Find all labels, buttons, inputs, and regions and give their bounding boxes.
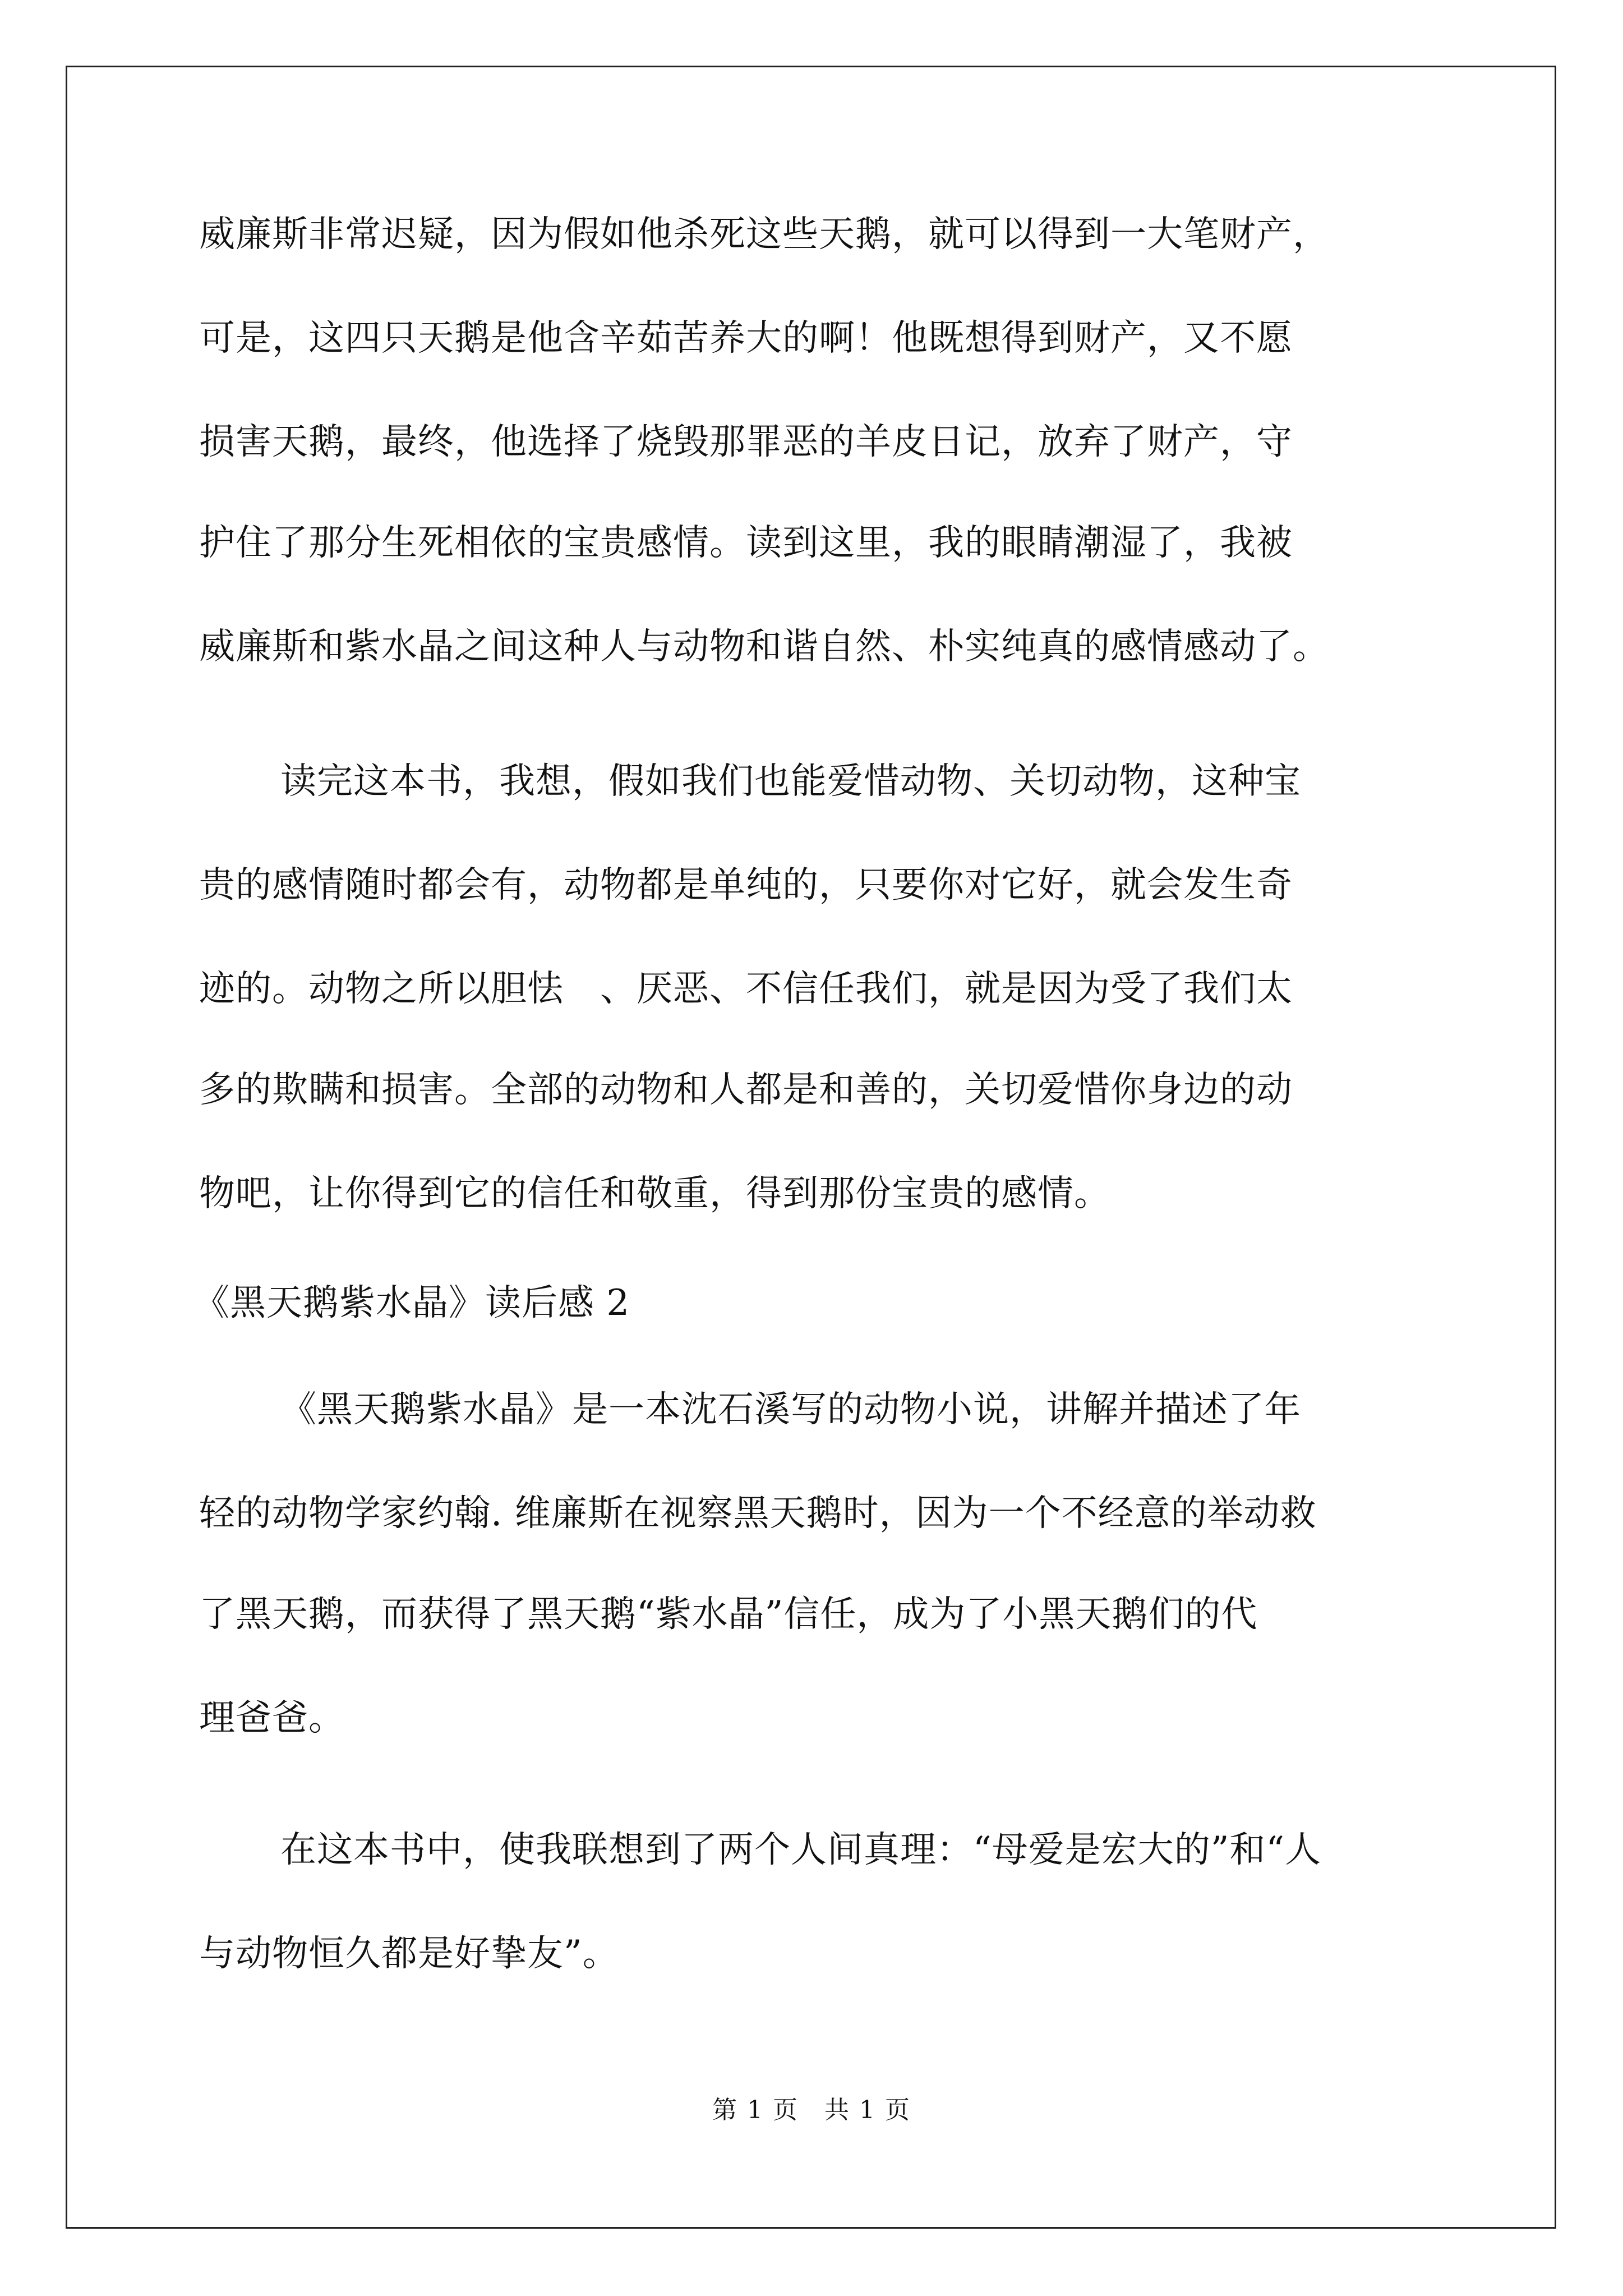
paragraph-2-line-4: 多的欺瞒和损害。全部的动物和人都是和善的，关切爱惜你身边的动 xyxy=(199,1069,1293,1111)
body-line-2: 可是，这四只天鹅是他含辛茹苦养大的啊！他既想得到财产，又不愿 xyxy=(199,318,1293,359)
paragraph-4-line-2: 与动物恒久都是好挚友”。 xyxy=(199,1933,619,1975)
paragraph-2-line-3: 迹的。动物之所以胆怯 、厌恶、不信任我们，就是因为受了我们太 xyxy=(199,968,1293,1010)
page-border xyxy=(66,66,1556,2229)
paragraph-3-line-4: 理爸爸。 xyxy=(199,1697,345,1739)
page-number-footer: 第 1 页 共 1 页 xyxy=(712,2096,911,2124)
paragraph-2-line-2: 贵的感情随时都会有，动物都是单纯的，只要你对它好，就会发生奇 xyxy=(199,864,1293,906)
paragraph-2-line-1: 读完这本书，我想，假如我们也能爱惜动物、关切动物，这种宝 xyxy=(280,761,1301,802)
paragraph-3-line-3: 了黑天鹅，而获得了黑天鹅“紫水晶”信任，成为了小黑天鹅们的代 xyxy=(199,1594,1258,1635)
section-heading: 《黑天鹅紫水晶》读后感 2 xyxy=(193,1282,630,1324)
body-line-1: 威廉斯非常迟疑，因为假如他杀死这些天鹅，就可以得到一大笔财产， xyxy=(199,214,1329,255)
paragraph-2-line-5: 物吧，让你得到它的信任和敬重，得到那份宝贵的感情。 xyxy=(199,1173,1110,1214)
paragraph-4-line-1: 在这本书中，使我联想到了两个人间真理：“母爱是宏大的”和“人 xyxy=(280,1829,1322,1871)
paragraph-3-line-2: 轻的动物学家约翰. 维廉斯在视察黑天鹅时，因为一个不经意的举动救 xyxy=(199,1493,1317,1534)
paragraph-3-line-1: 《黑天鹅紫水晶》是一本沈石溪写的动物小说，讲解并描述了年 xyxy=(280,1389,1301,1430)
body-line-3: 损害天鹅，最终，他选择了烧毁那罪恶的羊皮日记，放弃了财产，守 xyxy=(199,421,1293,463)
body-line-4: 护住了那分生死相依的宝贵感情。读到这里，我的眼睛潮湿了，我被 xyxy=(199,522,1293,564)
body-line-5: 威廉斯和紫水晶之间这种人与动物和谐自然、朴实纯真的感情感动了。 xyxy=(199,626,1329,668)
